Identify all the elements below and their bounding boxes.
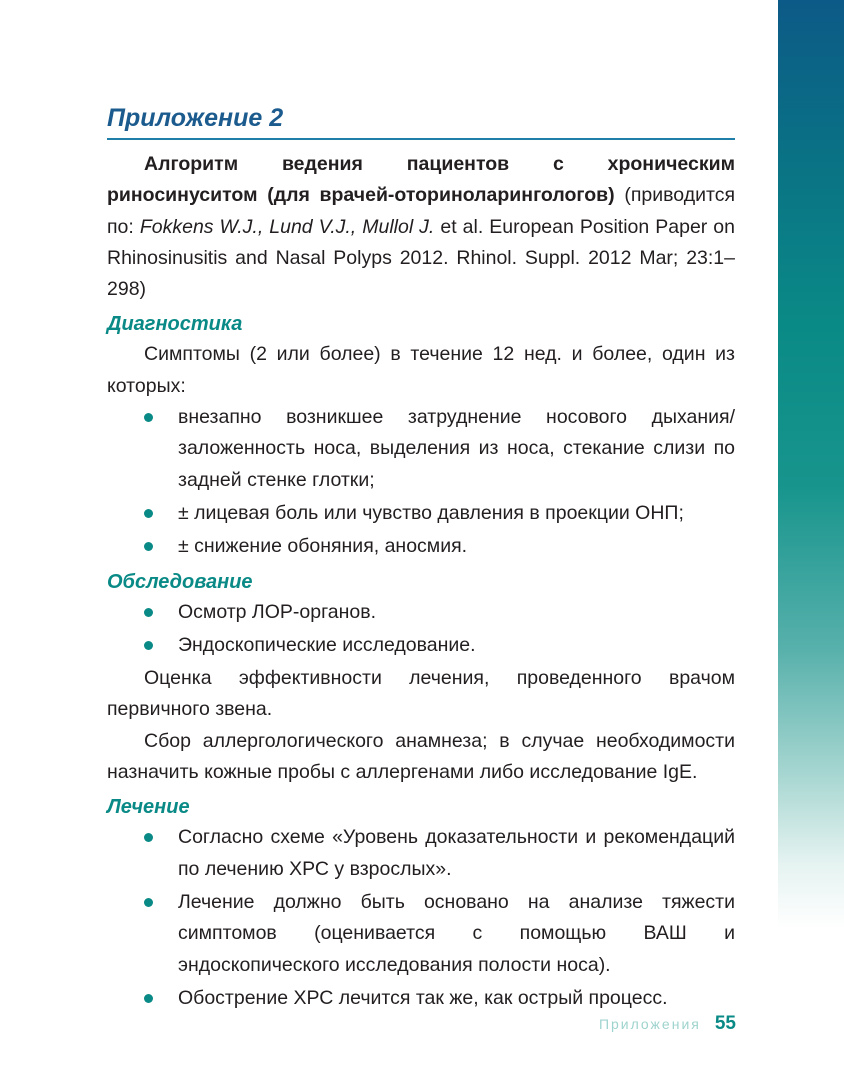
- intro-text-end: et al. European Position Paper on Rhinosinusitis and Nasal Polyps 2012. Rhinol. Suppl. 2012 Mar; 23:1–298): [107, 215, 735, 301]
- list-item: [107, 531, 735, 562]
- diagnostics-lead: Симптомы (2 или более) в течение 12 нед. и более, один из которых:: [107, 343, 735, 397]
- intro-bold-title: Алгоритм ведения пациентов с хроническим риносинуситом (для врачей-оториноларингологов): [107, 153, 735, 207]
- examination-paragraph-allergy: Сбор аллергологического анамнеза; в случае необходимости назначить кожные пробы с аллергенами либо исследование IgE.: [107, 729, 735, 784]
- examination-paragraph-efficacy: Оценка эффективности лечения, проведенного врачом первичного звена.: [107, 667, 735, 721]
- list-item-text: Эндоскопические исследование.: [178, 633, 476, 656]
- section-heading-examination: Обследование: [107, 570, 253, 593]
- examination-list: [107, 597, 735, 662]
- page-content: [107, 100, 735, 1016]
- footer-section-label: Приложения: [598, 1016, 701, 1032]
- page-footer: [565, 1013, 736, 1035]
- list-item: [107, 597, 735, 628]
- list-item-text: внезапно возникшее затруднение носового дыхания/заложенность носа, выделения из носа, стекание слизи по задней стенке глотки;: [178, 406, 735, 491]
- intro-authors: Fokkens W.J., Lund V.J., Mullol J.: [139, 215, 435, 238]
- list-item: [107, 983, 735, 1014]
- bullet-icon: [144, 833, 153, 842]
- list-item-text: ± снижение обоняния, аносмия.: [178, 535, 468, 558]
- page-number: 55: [714, 1013, 736, 1034]
- decorative-side-band: [778, 0, 844, 1080]
- title-divider: [107, 138, 735, 140]
- list-item: [107, 630, 735, 661]
- bullet-icon: [144, 509, 153, 518]
- section-heading-treatment: Лечение: [107, 796, 190, 819]
- list-item: [107, 887, 735, 981]
- intro-text-start: (приводится по:: [107, 184, 736, 238]
- list-item-text: Лечение должно быть основано на анализе тяжести симптомов (оценивается с помощью ВАШ и эндоскопического исследования полости носа).: [178, 890, 735, 976]
- section-heading-diagnostics: Диагностика: [107, 313, 243, 336]
- list-item: [107, 498, 735, 529]
- diagnostics-list: [107, 402, 735, 562]
- treatment-list: [107, 822, 735, 1014]
- appendix-title: Приложение 2: [107, 104, 284, 132]
- list-item-text: Осмотр ЛОР-органов.: [178, 600, 377, 623]
- list-item: [107, 402, 735, 496]
- bullet-icon: [144, 898, 153, 907]
- list-item: [107, 822, 735, 885]
- bullet-icon: [144, 641, 153, 650]
- intro-paragraph: [107, 149, 735, 305]
- bullet-icon: [144, 413, 153, 422]
- list-item-text: ± лицевая боль или чувство давления в проекции ОНП;: [178, 501, 684, 524]
- bullet-icon: [144, 542, 153, 551]
- bullet-icon: [144, 994, 153, 1003]
- bullet-icon: [144, 608, 153, 617]
- list-item-text: Согласно схеме «Уровень доказательности и рекомендаций по лечению ХРС у взрослых».: [178, 826, 735, 880]
- list-item-text: Обострение ХРС лечится так же, как острый процесс.: [178, 986, 668, 1009]
